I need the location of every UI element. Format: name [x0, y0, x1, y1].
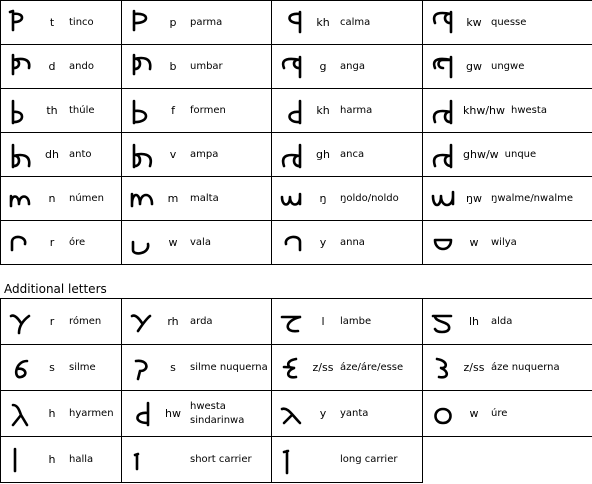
letter-name: ampa [190, 148, 219, 160]
empty-cell [423, 437, 592, 483]
lambe-icon [272, 307, 312, 337]
letter-name: anga [340, 60, 365, 72]
table-row [1, 437, 592, 483]
transliteration: kh [316, 16, 330, 29]
additional-letters-heading: Additional letters [4, 282, 107, 296]
letter-entry [272, 228, 422, 258]
table-row [1, 221, 592, 265]
letter-name: áze/áre/esse [340, 361, 404, 373]
numen-icon [1, 184, 41, 214]
additional_letters-cell [1, 437, 122, 483]
transliteration: gw [466, 60, 482, 73]
letter-entry [423, 307, 592, 337]
main_letters-cell [122, 133, 272, 177]
ure-icon [423, 399, 463, 429]
anto-icon [1, 140, 41, 170]
letter-entry [122, 445, 271, 475]
ando-icon [1, 52, 41, 82]
ungwe-icon [423, 52, 463, 82]
long-carrier-icon [272, 445, 312, 475]
letter-name: alda [491, 315, 513, 327]
transliteration: p [169, 16, 177, 29]
ore-icon [1, 228, 41, 258]
transliteration: s [49, 361, 55, 374]
nwalme-icon [423, 184, 463, 214]
main_letters-cell [122, 45, 272, 89]
letter-name: anca [340, 148, 365, 160]
letter-name: unque [504, 148, 537, 160]
letter-name: anna [340, 236, 365, 248]
main_letters-cell [272, 221, 423, 265]
table-row [1, 177, 592, 221]
transliteration: m [167, 192, 179, 205]
letter-name: thúle [69, 104, 95, 116]
letter-name: ando [69, 60, 94, 72]
letter-name: short carrier [190, 453, 252, 465]
additional_letters-cell [1, 391, 122, 437]
umbar-icon [122, 52, 162, 82]
main_letters-cell [423, 177, 592, 221]
letter-name: formen [190, 104, 226, 116]
letter-entry [122, 228, 271, 258]
unque-icon [423, 140, 463, 170]
letter-entry [1, 52, 121, 82]
additional_letters-cell [1, 299, 122, 345]
arda-icon [122, 307, 162, 337]
letter-name: tinco [69, 16, 94, 28]
letter-entry [122, 8, 271, 38]
letter-entry [1, 8, 121, 38]
table-row [1, 133, 592, 177]
thule-icon [1, 96, 41, 126]
transliteration: ŋ [319, 192, 327, 205]
letter-name: parma [190, 16, 223, 28]
noldo-icon [272, 184, 312, 214]
letter-entry [423, 96, 592, 126]
additional_letters-cell [272, 437, 423, 483]
letter-entry [122, 184, 271, 214]
letter-name: númen [69, 192, 104, 204]
table-row [1, 89, 592, 133]
letter-name: quesse [491, 16, 527, 28]
letter-entry [423, 52, 592, 82]
main_letters-cell [1, 133, 122, 177]
transliteration: z/ss [463, 361, 485, 374]
letter-entry [423, 399, 592, 429]
letter-entry [122, 399, 271, 429]
letter-name: úre [491, 407, 508, 419]
transliteration: kh [316, 104, 330, 117]
letter-entry [122, 353, 271, 383]
main_letters-cell [122, 221, 272, 265]
aze-nuquerna-icon [423, 353, 463, 383]
additional_letters-cell [1, 345, 122, 391]
parma-icon [122, 8, 162, 38]
transliteration: b [169, 60, 177, 73]
transliteration: d [48, 60, 56, 73]
wilya-icon [423, 228, 463, 258]
letter-name: calma [340, 16, 371, 28]
alda-icon [423, 307, 463, 337]
transliteration: r [49, 315, 55, 328]
additional_letters-cell [122, 299, 272, 345]
additional_letters-cell [122, 437, 272, 483]
transliteration: t [49, 16, 55, 29]
transliteration: y [319, 236, 327, 249]
letter-name: harma [340, 104, 373, 116]
table-row [1, 391, 592, 437]
additional_letters-cell [272, 299, 423, 345]
letter-name: silme [69, 361, 96, 373]
letter-entry [423, 8, 592, 38]
silme-nuquerna-icon [122, 353, 162, 383]
transliteration: l [321, 315, 325, 328]
main_letters-cell [1, 221, 122, 265]
letter-name: silme nuquerna [190, 361, 268, 373]
letter-entry [122, 96, 271, 126]
transliteration: z/ss [312, 361, 334, 374]
letter-entry [1, 228, 121, 258]
hwesta-icon [423, 96, 463, 126]
transliteration: h [48, 407, 56, 420]
main_letters-cell [122, 1, 272, 45]
malta-icon [122, 184, 162, 214]
letter-entry [423, 140, 592, 170]
transliteration: kw [466, 16, 482, 29]
aze-icon [272, 353, 312, 383]
letter-entry [272, 140, 422, 170]
main_letters-cell [122, 89, 272, 133]
transliteration: rh [167, 315, 179, 328]
transliteration: w [469, 236, 479, 249]
main_letters-cell [423, 221, 592, 265]
letter-entry [122, 52, 271, 82]
transliteration: y [319, 407, 327, 420]
short-carrier-icon [122, 445, 162, 475]
letter-name: ungwe [491, 60, 525, 72]
transliteration: f [171, 104, 175, 117]
quesse-icon [423, 8, 463, 38]
letter-name: arda [190, 315, 213, 327]
additional_letters-cell [423, 345, 592, 391]
main_letters-cell [423, 45, 592, 89]
main_letters-cell [1, 89, 122, 133]
letter-entry [272, 96, 422, 126]
main_letters-cell [1, 45, 122, 89]
table-row [1, 345, 592, 391]
transliteration: n [48, 192, 56, 205]
halla-icon [1, 445, 41, 475]
letter-entry [272, 8, 422, 38]
letter-name: malta [190, 192, 219, 204]
letter-name: hwesta [511, 104, 547, 116]
hyarmen-icon [1, 399, 41, 429]
transliteration: ghw/w [463, 148, 499, 161]
anna-icon [272, 228, 312, 258]
main_letters-cell [122, 177, 272, 221]
main_letters-cell [1, 1, 122, 45]
letter-name: anto [69, 148, 92, 160]
letter-entry [272, 445, 422, 475]
main_letters-cell [272, 177, 423, 221]
letter-name: long carrier [340, 453, 398, 465]
transliteration: th [46, 104, 58, 117]
letter-name: hyarmen [69, 407, 114, 419]
vala-icon [122, 228, 162, 258]
letter-name: ŋoldo/noldo [340, 192, 399, 204]
tinco-icon [1, 8, 41, 38]
transliteration: hw [165, 407, 181, 420]
anga-icon [272, 52, 312, 82]
letter-name: hwesta sindarinwa [190, 400, 245, 426]
yanta-icon [272, 399, 312, 429]
letter-entry [423, 228, 592, 258]
main_letters-cell [272, 45, 423, 89]
main_letters-cell [423, 89, 592, 133]
table-row [1, 45, 592, 89]
transliteration: r [49, 236, 55, 249]
transliteration: ŋw [466, 192, 482, 205]
letter-entry [272, 184, 422, 214]
table-row [1, 1, 592, 45]
transliteration: g [319, 60, 327, 73]
ampa-icon [122, 140, 162, 170]
main_letters-cell [272, 133, 423, 177]
harma-icon [272, 96, 312, 126]
table-row [1, 299, 592, 345]
letter-entry [122, 140, 271, 170]
transliteration: s [170, 361, 176, 374]
letter-entry [272, 353, 422, 383]
additional_letters-cell [272, 391, 423, 437]
calma-icon [272, 8, 312, 38]
letter-name: ŋwalme/nwalme [491, 192, 574, 204]
additional_letters-cell [122, 391, 272, 437]
transliteration: dh [45, 148, 59, 161]
letter-entry [1, 96, 121, 126]
letter-entry [1, 184, 121, 214]
additional-letters-table [0, 298, 592, 483]
letter-entry [272, 307, 422, 337]
letter-name: vala [190, 236, 211, 248]
hwesta-sindarinwa-icon [122, 399, 162, 429]
transliteration: w [168, 236, 178, 249]
additional_letters-cell [423, 391, 592, 437]
silme-icon [1, 353, 41, 383]
letter-name: lambe [340, 315, 372, 327]
letter-name: rómen [69, 315, 102, 327]
main_letters-cell [1, 177, 122, 221]
letter-entry [122, 307, 271, 337]
transliteration: w [469, 407, 479, 420]
transliteration: gh [316, 148, 330, 161]
letter-entry [423, 184, 592, 214]
letter-name: áze nuquerna [491, 361, 560, 373]
letter-name: yanta [340, 407, 369, 419]
additional_letters-cell [122, 345, 272, 391]
transliteration: h [48, 453, 56, 466]
letter-name: wilya [491, 236, 517, 248]
letter-name: halla [69, 453, 94, 465]
main_letters-cell [272, 89, 423, 133]
letter-entry [272, 52, 422, 82]
additional_letters-cell [423, 299, 592, 345]
transliteration: lh [468, 315, 480, 328]
transliteration: khw/hw [463, 104, 506, 117]
letter-entry [423, 353, 592, 383]
letter-entry [1, 353, 121, 383]
main_letters-cell [272, 1, 423, 45]
letter-entry [1, 399, 121, 429]
main_letters-cell [423, 1, 592, 45]
romen-icon [1, 307, 41, 337]
transliteration: v [169, 148, 177, 161]
letter-name: umbar [190, 60, 223, 72]
additional_letters-cell [272, 345, 423, 391]
letter-entry [1, 445, 121, 475]
letter-entry [1, 307, 121, 337]
letter-entry [272, 399, 422, 429]
anca-icon [272, 140, 312, 170]
letter-entry [1, 140, 121, 170]
letter-name: óre [69, 236, 86, 248]
main_letters-cell [423, 133, 592, 177]
formen-icon [122, 96, 162, 126]
